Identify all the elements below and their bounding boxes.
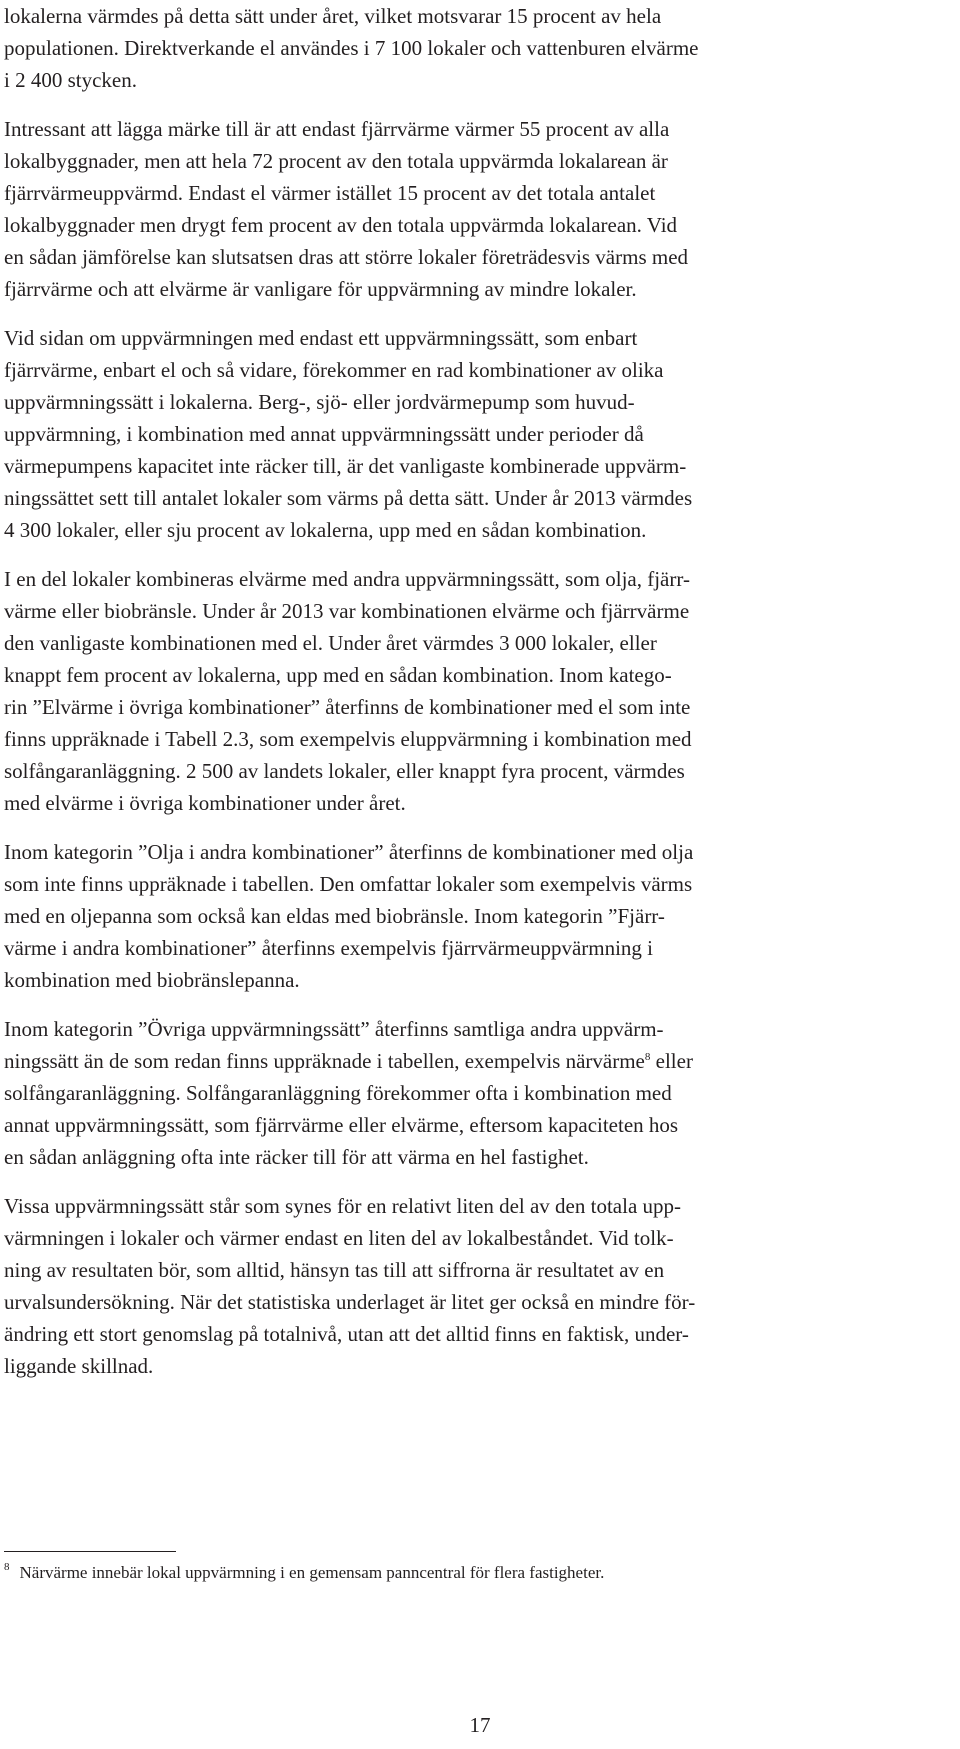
text-line: fjärrvärme, enbart el och så vidare, förekommer en rad kombinationer av olika: [4, 358, 664, 382]
text-line: finns uppräknade i Tabell 2.3, som exempelvis eluppvärmning i kombination med: [4, 727, 692, 751]
page-body: [4, 0, 952, 1399]
text-line: knappt fem procent av lokalerna, upp med en sådan kombination. Inom katego-: [4, 663, 672, 687]
text-line: lokalbyggnader men drygt fem procent av den totala uppvärmda lokalarean. Vid: [4, 213, 678, 237]
text-line: fjärrvärme och att elvärme är vanligare för uppvärmning av mindre lokaler.: [4, 277, 637, 301]
text-line: annat uppvärmningssätt, som fjärrvärme eller elvärme, eftersom kapaciteten hos: [4, 1113, 679, 1137]
body-paragraph: [4, 113, 952, 305]
text-line: fjärrvärmeuppvärmd. Endast el värmer istället 15 procent av det totala antalet: [4, 181, 656, 205]
text-line: en sådan anläggning ofta inte räcker till för att värma en hel fastighet.: [4, 1145, 589, 1169]
text-line: uppvärmning, i kombination med annat uppvärmningssätt under perioder då: [4, 422, 644, 446]
text-line: uppvärmningssätt i lokalerna. Berg-, sjö- eller jordvärmepump som huvud-: [4, 390, 635, 414]
footnote-number: 8: [4, 1561, 10, 1573]
page-number: 17: [469, 1713, 491, 1737]
footnote-text: Närvärme innebär lokal uppvärmning i en gemensam panncentral för flera fastigheter.: [19, 1563, 605, 1582]
body-paragraph: [4, 322, 952, 546]
text-line: värme eller biobränsle. Under år 2013 var kombinationen elvärme och fjärrvärme: [4, 599, 690, 623]
footnote-reference[interactable]: 8: [644, 1051, 651, 1063]
footnote: [4, 1561, 604, 1585]
text-line: solfångaranläggning. 2 500 av landets lokaler, eller knappt fyra procent, värmdes: [4, 759, 685, 783]
text-line: värmepumpens kapacitet inte räcker till, är det vanligaste kombinerade uppvärm-: [4, 454, 687, 478]
body-paragraph: [4, 836, 952, 996]
text-line: med elvärme i övriga kombinationer under året.: [4, 791, 406, 815]
text-line: Vid sidan om uppvärmningen med endast ett uppvärmningssätt, som enbart: [4, 326, 638, 350]
text-line: med en oljepanna som också kan eldas med biobränsle. Inom kategorin ”Fjärr-: [4, 904, 665, 928]
text-line: 4 300 lokaler, eller sju procent av lokalerna, upp med en sådan kombination.: [4, 518, 647, 542]
text-line: Vissa uppvärmningssätt står som synes för en relativt liten del av den totala upp-: [4, 1194, 682, 1218]
text-line: den vanligaste kombinationen med el. Under året värmdes 3 000 lokaler, eller: [4, 631, 657, 655]
text-line: I en del lokaler kombineras elvärme med andra uppvärmningssätt, som olja, fjärr-: [4, 567, 690, 591]
text-line: lokalbyggnader, men att hela 72 procent av den totala uppvärmda lokalarean är: [4, 149, 668, 173]
text-line: solfångaranläggning. Solfångaranläggning förekommer ofta i kombination med: [4, 1081, 672, 1105]
text-line-part: eller: [650, 1049, 693, 1073]
text-line: Intressant att lägga märke till är att endast fjärrvärme värmer 55 procent av alla: [4, 117, 670, 141]
text-line: [4, 1045, 952, 1077]
text-line: Inom kategorin ”Övriga uppvärmningssätt” återfinns samtliga andra uppvärm-: [4, 1017, 664, 1041]
text-line: i 2 400 stycken.: [4, 68, 137, 92]
footnote-divider: [4, 1551, 176, 1552]
text-line: ning av resultaten bör, som alltid, hänsyn tas till att siffrorna är resultatet av en: [4, 1258, 665, 1282]
text-line: rin ”Elvärme i övriga kombinationer” återfinns de kombinationer med el som inte: [4, 695, 691, 719]
body-paragraph: [4, 563, 952, 819]
text-line: ändring ett stort genomslag på totalnivå, utan att det alltid finns en faktisk, under-: [4, 1322, 689, 1346]
text-line: kombination med biobränslepanna.: [4, 968, 300, 992]
body-paragraph: [4, 1190, 952, 1382]
text-line: urvalsundersökning. När det statistiska underlaget är litet ger också en mindre för-: [4, 1290, 696, 1314]
body-paragraph: [4, 0, 952, 96]
text-line: som inte finns uppräknade i tabellen. Den omfattar lokaler som exempelvis värms: [4, 872, 693, 896]
text-line: liggande skillnad.: [4, 1354, 154, 1378]
text-line: Inom kategorin ”Olja i andra kombinationer” återfinns de kombinationer med olja: [4, 840, 694, 864]
text-line: värme i andra kombinationer” återfinns exempelvis fjärrvärmeuppvärmning i: [4, 936, 654, 960]
text-line: värmningen i lokaler och värmer endast en liten del av lokalbeståndet. Vid tolk-: [4, 1226, 674, 1250]
text-line: lokalerna värmdes på detta sätt under året, vilket motsvarar 15 procent av hela: [4, 4, 662, 28]
text-line-part: ningssätt än de som redan finns uppräknade i tabellen, exempelvis närvärme: [4, 1049, 645, 1073]
text-line: populationen. Direktverkande el användes i 7 100 lokaler och vattenburen elvärme: [4, 36, 699, 60]
text-line: en sådan jämförelse kan slutsatsen dras att större lokaler företrädesvis värms med: [4, 245, 689, 269]
body-paragraph: [4, 1013, 952, 1173]
text-line: ningssättet sett till antalet lokaler som värms på detta sätt. Under år 2013 värmdes: [4, 486, 693, 510]
